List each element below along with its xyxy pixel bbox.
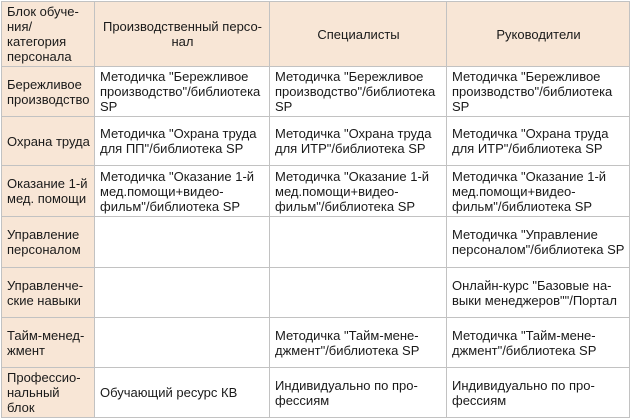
cell-production-staff: Методичка "Охрана труда для ПП"/библиотека SP	[95, 117, 270, 166]
table-row	[2, 318, 630, 368]
header-managers: Руководители	[447, 2, 630, 67]
table-row	[2, 166, 630, 217]
row-block-label: Тайм-менед-жмент	[2, 318, 95, 368]
cell-specialists: Индивидуально по про-фессиям	[270, 368, 447, 418]
cell-specialists: Методичка "Оказание 1-й мед.помощи+видео-фильм"/библиотека SP	[270, 166, 447, 217]
cell-managers: Методичка "Оказание 1-й мед.помощи+видео-фильм"/библиотека SP	[447, 166, 630, 217]
training-matrix-table	[1, 1, 630, 418]
cell-production-staff: Обучающий ресурс КВ	[95, 368, 270, 418]
cell-specialists	[270, 268, 447, 318]
cell-managers: Методичка "Охрана труда для ИТР"/библиотека SP	[447, 117, 630, 166]
cell-production-staff: Методичка "Оказание 1-й мед.помощи+видео-фильм"/библиотека SP	[95, 166, 270, 217]
row-block-label: Оказание 1-й мед. помощи	[2, 166, 95, 217]
cell-managers: Онлайн-курс "Базовые на-выки менеджеров""/Портал	[447, 268, 630, 318]
cell-production-staff: Методичка "Бережливое производство"/библиотека SP	[95, 67, 270, 117]
row-block-label: Охрана труда	[2, 117, 95, 166]
row-block-label: Управление персоналом	[2, 217, 95, 268]
cell-managers: Методичка "Управление персоналом"/библиотека SP	[447, 217, 630, 268]
table-row	[2, 268, 630, 318]
cell-specialists: Методичка "Охрана труда для ИТР"/библиотека SP	[270, 117, 447, 166]
cell-production-staff	[95, 318, 270, 368]
table-row	[2, 117, 630, 166]
table-row	[2, 217, 630, 268]
cell-managers: Индивидуально по про-фессиям	[447, 368, 630, 418]
row-block-label: Профессио-нальный блок	[2, 368, 95, 418]
header-production-staff: Производственный персо-нал	[95, 2, 270, 67]
header-row	[2, 2, 630, 67]
cell-managers: Методичка "Тайм-мене-джмент"/библиотека SP	[447, 318, 630, 368]
table-row	[2, 368, 630, 418]
header-block-category: Блок обуче-ния/категория персонала	[2, 2, 95, 67]
cell-specialists: Методичка "Тайм-мене-джмент"/библиотека SP	[270, 318, 447, 368]
cell-specialists: Методичка "Бережливое производство"/библиотека SP	[270, 67, 447, 117]
table-row	[2, 67, 630, 117]
row-block-label: Управленче-ские навыки	[2, 268, 95, 318]
header-specialists: Специалисты	[270, 2, 447, 67]
cell-production-staff	[95, 268, 270, 318]
cell-production-staff	[95, 217, 270, 268]
cell-managers: Методичка "Бережливое производство"/библиотека SP	[447, 67, 630, 117]
cell-specialists	[270, 217, 447, 268]
row-block-label: Бережливое производство	[2, 67, 95, 117]
